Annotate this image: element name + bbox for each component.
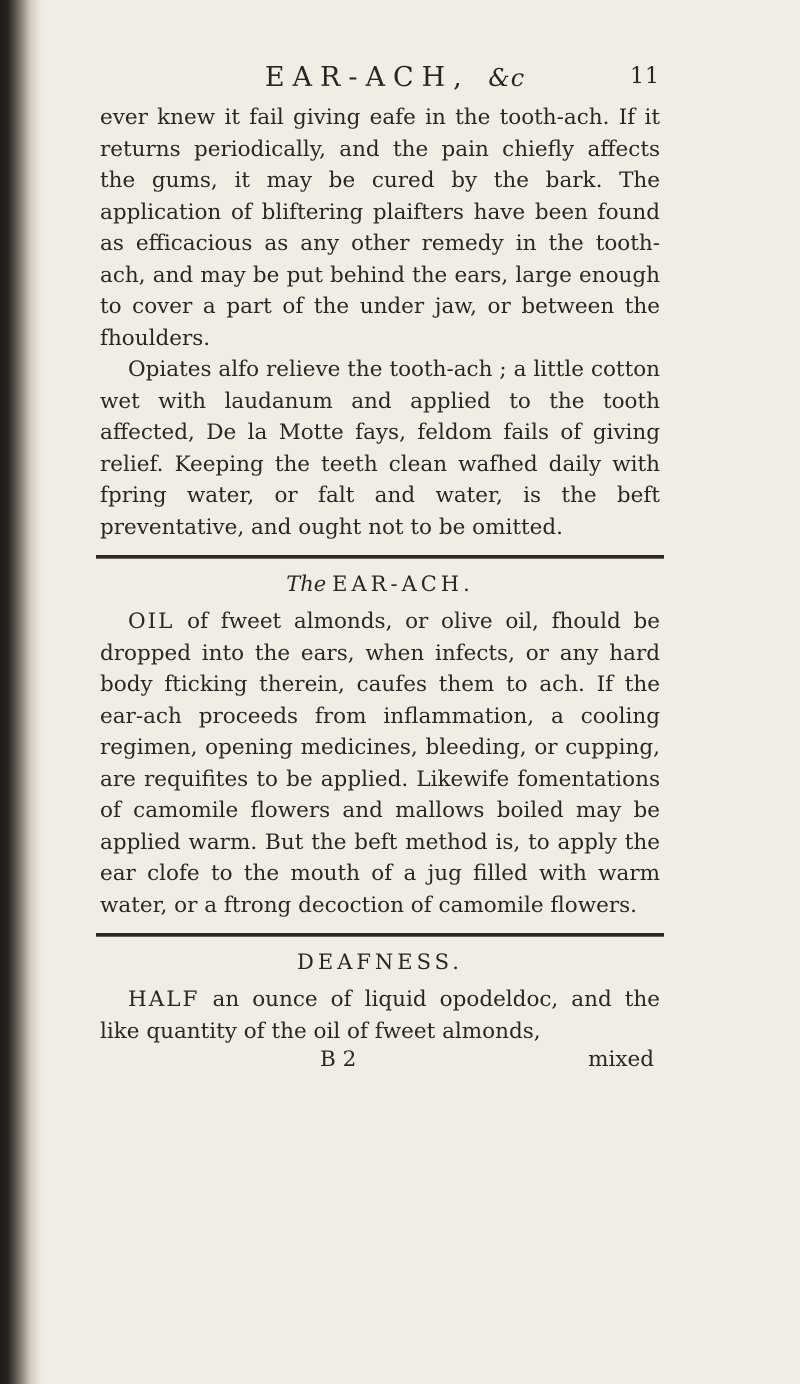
earach-heading-title: EAR-ACH. — [332, 572, 474, 596]
running-head-etc: &c — [488, 64, 526, 92]
binding-shadow — [0, 0, 42, 1384]
earach-first-word: OIL — [128, 609, 175, 634]
running-head-title: EAR-ACH, — [264, 62, 470, 93]
earach-heading-lead: The — [286, 572, 327, 596]
page-footer — [100, 1047, 660, 1079]
deafness-heading: DEAFNESS. — [297, 950, 463, 974]
signature-mark: B 2 — [320, 1047, 357, 1072]
catchword: mixed — [588, 1047, 654, 1072]
section-rule — [96, 555, 664, 558]
book-page — [100, 62, 660, 1079]
deafness-first-word: HALF — [128, 987, 200, 1012]
toothach-paragraph-1: ever knew it fail giving eafe in the tooth-ach. If it returns periodically, and the pain chiefly affects the gums, it may be cured by the bark. The application of bliftering plaifters have been found as efficacious as any other remedy in the tooth-ach, and may be put behind the ears, large enough to cover a part of the under jaw, or between the fhoulders. — [100, 105, 660, 351]
earach-heading — [100, 572, 660, 596]
page-number: 11 — [630, 64, 660, 89]
earach-text: of fweet almonds, or olive oil, fhould be dropped into the ears, when infects, or any hard body fticking therein, caufes them to ach. If the ear-ach proceeds from inflammation, a cooling regimen, opening medicines, bleeding, or cupping, are requifites to be applied. Likewife fomentations of camomile flowers and mallows boiled may be applied warm. But the beft method is, to apply the ear clofe to the mouth of a jug filled with warm water, or a ftrong decoction of camomile flowers. — [100, 609, 660, 918]
running-head — [100, 62, 660, 102]
deafness-paragraph — [100, 984, 660, 1047]
section-rule — [96, 933, 664, 936]
toothach-paragraph-2: Opiates alfo relieve the tooth-ach ; a little cotton wet with laudanum and applied to the tooth affected, De la Motte fays, feldom fails of giving relief. Keeping the teeth clean wafhed daily with fpring water, or falt and water, is the beft preventative, and ought not to be omitted. — [100, 357, 660, 540]
earach-paragraph — [100, 606, 660, 921]
deafness-text: an ounce of liquid opodeldoc, and the like quantity of the oil of fweet almonds, — [100, 987, 660, 1044]
